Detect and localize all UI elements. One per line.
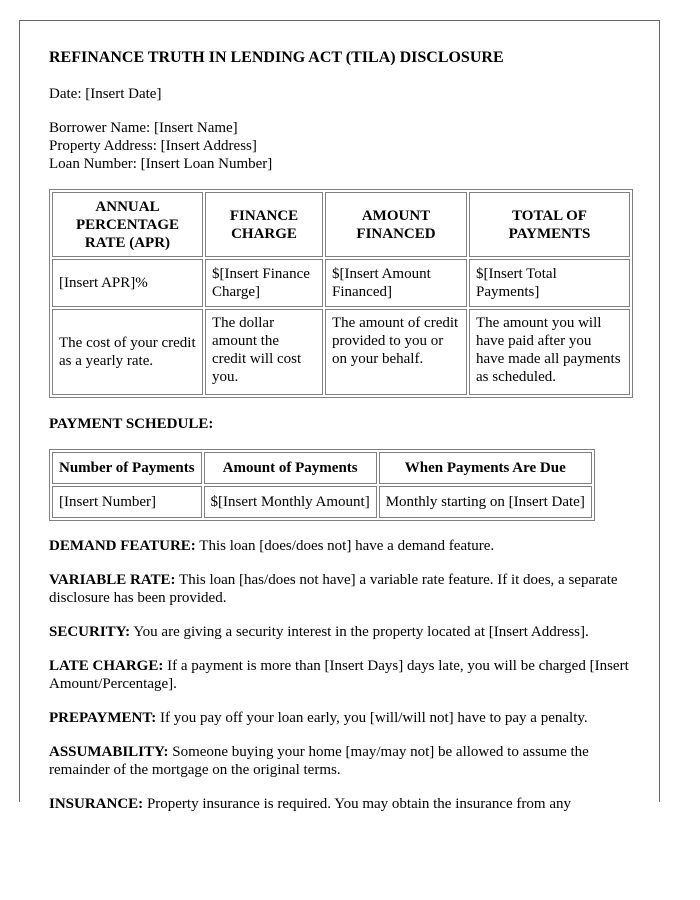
- term-late-charge: [49, 657, 635, 693]
- amount-of-payments-value: $[Insert Monthly Amount]: [204, 486, 377, 518]
- schedule-row: [52, 486, 592, 518]
- document-content: [49, 48, 635, 829]
- term-label: VARIABLE RATE:: [49, 572, 176, 588]
- term-label: INSURANCE:: [49, 796, 144, 812]
- schedule-header-row: [52, 452, 592, 484]
- document-title: REFINANCE TRUTH IN LENDING ACT (TILA) DISCLOSURE: [49, 49, 504, 66]
- apr-header: ANNUAL PERCENTAGE RATE (APR): [52, 192, 203, 257]
- property-address: Property Address: [Insert Address]: [49, 138, 257, 154]
- term-text: This loan [has/does not have] a variable rate feature. If it does, a separate disclosure has been provided.: [49, 572, 618, 606]
- term-label: SECURITY:: [49, 624, 131, 640]
- amount-financed-value: $[Insert Amount Financed]: [325, 259, 467, 307]
- amount-financed-description: The amount of credit provided to you or on your behalf.: [325, 309, 467, 395]
- tila-description-row: [52, 309, 630, 395]
- payment-schedule-heading: PAYMENT SCHEDULE:: [49, 416, 214, 432]
- total-payments-description: The amount you will have paid after you have made all payments as scheduled.: [469, 309, 630, 395]
- payment-schedule-table: [49, 449, 595, 521]
- term-label: ASSUMABILITY:: [49, 744, 169, 760]
- tila-value-row: [52, 259, 630, 307]
- term-text: You are giving a security interest in the property located at [Insert Address].: [130, 624, 589, 640]
- term-text: If a payment is more than [Insert Days] days late, you will be charged [Insert Amount/Percentage].: [49, 658, 629, 692]
- term-label: PREPAYMENT:: [49, 710, 157, 726]
- apr-description: The cost of your credit as a yearly rate.: [52, 309, 203, 395]
- term-insurance: [49, 795, 635, 813]
- term-text: If you pay off your loan early, you [will/will not] have to pay a penalty.: [156, 710, 588, 726]
- term-text: Someone buying your home [may/may not] be allowed to assume the remainder of the mortgage on the original terms.: [49, 744, 589, 778]
- number-of-payments-value: [Insert Number]: [52, 486, 202, 518]
- term-variable-rate: [49, 571, 635, 607]
- tila-disclosure-table: [49, 189, 633, 398]
- term-label: DEMAND FEATURE:: [49, 538, 196, 554]
- amount-financed-header: AMOUNT FINANCED: [325, 192, 467, 257]
- when-due-value: Monthly starting on [Insert Date]: [379, 486, 592, 518]
- total-payments-header: TOTAL OF PAYMENTS: [469, 192, 630, 257]
- finance-charge-header: FINANCE CHARGE: [205, 192, 323, 257]
- when-due-header: When Payments Are Due: [379, 452, 592, 484]
- term-text: This loan [does/does not] have a demand feature.: [195, 538, 495, 554]
- term-prepayment: [49, 709, 635, 727]
- borrower-name: Borrower Name: [Insert Name]: [49, 120, 238, 136]
- term-security: [49, 623, 635, 641]
- date-line: Date: [Insert Date]: [49, 86, 162, 102]
- term-demand-feature: [49, 537, 635, 555]
- document-frame: [19, 20, 660, 812]
- apr-value: [Insert APR]%: [52, 259, 203, 307]
- term-label: LATE CHARGE:: [49, 658, 164, 674]
- finance-charge-description: The dollar amount the credit will cost you.: [205, 309, 323, 395]
- total-payments-value: $[Insert Total Payments]: [469, 259, 630, 307]
- borrower-info: [49, 119, 635, 173]
- number-of-payments-header: Number of Payments: [52, 452, 202, 484]
- term-text: Property insurance is required. You may obtain the insurance from any: [143, 796, 572, 812]
- tila-header-row: [52, 192, 630, 257]
- amount-of-payments-header: Amount of Payments: [204, 452, 377, 484]
- finance-charge-value: $[Insert Finance Charge]: [205, 259, 323, 307]
- loan-number: Loan Number: [Insert Loan Number]: [49, 156, 273, 172]
- term-assumability: [49, 743, 635, 779]
